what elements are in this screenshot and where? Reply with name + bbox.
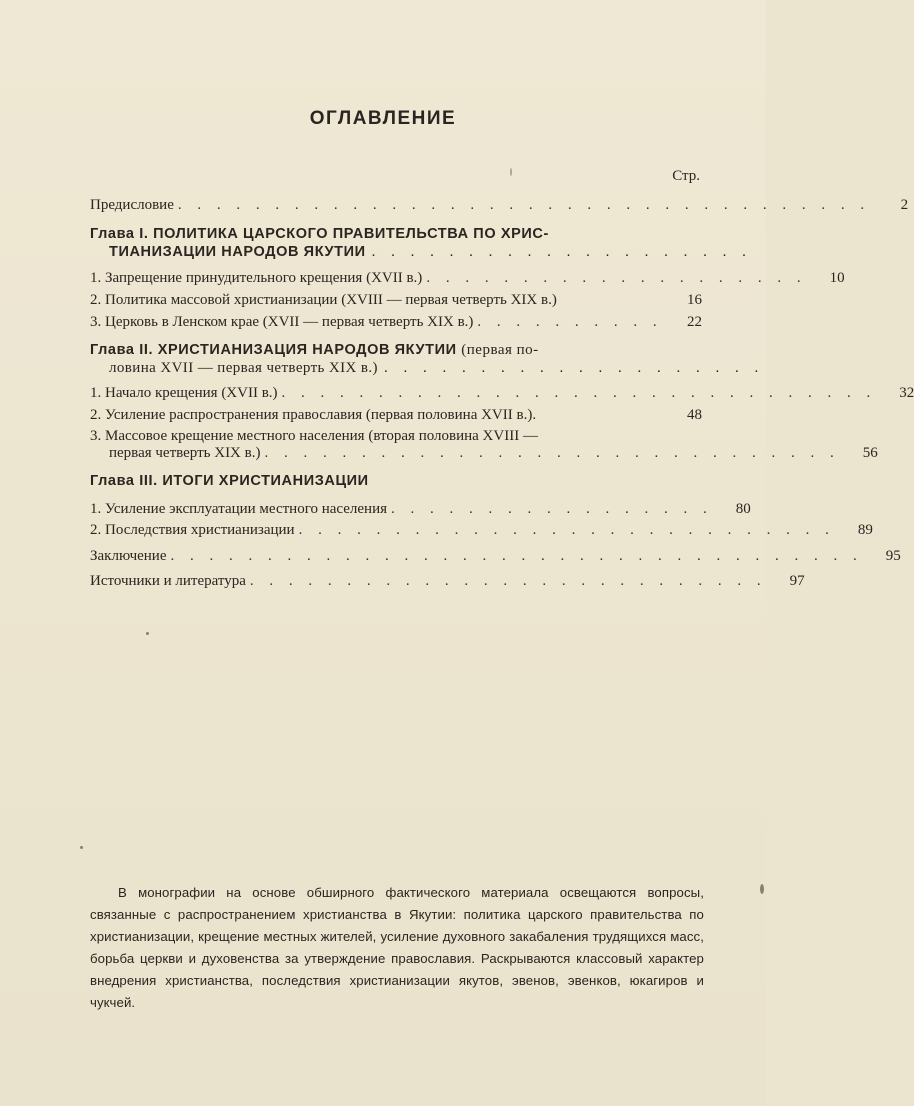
toc-entry-page: 10: [829, 270, 845, 286]
toc-entry-page: 48: [687, 407, 702, 423]
toc-entry-page: 32: [899, 385, 914, 401]
dot-leader: . . . . . . . . . . . . . . . . . . . . . . . . . . . . . . .: [281, 385, 877, 401]
chapter-1-heading: [90, 225, 670, 243]
toc-entry-label: 3. Церковь в Ленском крае (XVII — первая четверть XIX в.): [90, 314, 474, 330]
toc-entry-1-1: [90, 268, 845, 288]
toc-entry-1-3: [90, 312, 702, 332]
toc-entry-label: 2. Последствия христианизации: [90, 522, 295, 538]
chapter-1-heading-line2: ТИАНИЗАЦИИ НАРОДОВ ЯКУТИИ: [109, 244, 366, 260]
toc-entry-page: 95: [885, 548, 901, 564]
toc-entry-conclusion: [90, 546, 901, 566]
dot-leader: . . . . . . . . . . . . . . . . . . . .: [426, 270, 807, 286]
toc-entry-2-2: [90, 405, 702, 425]
toc-entry-3-2: [90, 520, 873, 540]
dot-leader: . . . . . . . . . . . . . . . . . . . . . . . . . . . . . . . . . . . .: [177, 197, 871, 213]
toc-entry-label: 1. Начало крещения (XVII в.): [90, 385, 278, 401]
toc-entry-page: 89: [857, 522, 873, 538]
toc-entry-label: 2. Усиление распространения православия (первая половина XVII в.).: [90, 407, 537, 423]
chapter-1-heading-line1: Глава I. ПОЛИТИКА ЦАРСКОГО ПРАВИТЕЛЬСТВА ПО ХРИС-: [90, 226, 549, 242]
dot-leader: . . . . . . . . . . . . . . . . . . . . . . . . . . . . . . . . . . . .: [170, 548, 863, 564]
dot-leader: . . . . . . . . . . . . . . . . . . . . . . . . . . .: [249, 573, 767, 589]
dot-leader: . . . . . . . . . . . . . . . . . . . . . . . . . . . . . .: [264, 445, 840, 461]
toc-entry-2-3-cont: [109, 443, 878, 463]
toc-entry-3-1: [90, 499, 751, 519]
chapter-2-heading-bold: Глава II. ХРИСТИАНИЗАЦИЯ НАРОДОВ ЯКУТИИ: [90, 342, 457, 358]
chapter-2-heading: [90, 341, 670, 359]
page-column-label: Стр.: [672, 168, 700, 184]
toc-entry-page: 80: [735, 501, 751, 517]
paper-speck: [510, 168, 512, 176]
annotation-paragraph: В монографии на основе обширного фактического материала освещаются вопросы, связанные с распространением христианства в Якутии: политика царского правительства по христианизации, крещение местных жителей, усиление духовного закабаления трудящихся масс, борьба церкви и духовенства за утверждение православия. Раскрываются классовый характер внедрения христианства, последствия христианизации якутов, эвенов, эвенков, юкагиров и чукчей.: [90, 885, 704, 1010]
toc-entry-label: Предисловие: [90, 197, 174, 213]
page-title: ОГЛАВЛЕНИЕ: [309, 108, 457, 129]
paper-speck: [146, 632, 149, 635]
chapter-2-heading-cont: [109, 359, 765, 377]
chapter-1-heading-cont: [109, 243, 752, 261]
toc-entry-preface: [90, 195, 909, 215]
chapter-2-heading-subtitle: (первая по-: [461, 342, 539, 358]
toc-entry-sources: [90, 571, 805, 591]
paper-speck: [760, 884, 764, 894]
toc-entry-1-2: [90, 290, 702, 310]
toc-entry-label: 2. Политика массовой христианизации (XVIII — первая четверть XIX в.): [90, 292, 557, 308]
toc-entry-label: Заключение: [90, 548, 167, 564]
toc-entry-label: 1. Усиление эксплуатации местного населения: [90, 501, 388, 517]
chapter-3-heading: Глава III. ИТОГИ ХРИСТИАНИЗАЦИИ: [90, 473, 369, 489]
toc-entry-page: 16: [687, 292, 702, 308]
toc-entry-label: 3. Массовое крещение местного населения (вторая половина XVIII —: [90, 428, 538, 444]
dot-leader: . . . . . . . . . . . . . . . . . . . .: [371, 244, 752, 260]
dot-leader: . . . . . . . . . . . . . . . . .: [391, 501, 713, 517]
toc-entry-page: 56: [862, 445, 878, 461]
dot-leader: . . . . . . . . . . . . . . . . . . . . . . . . . . . .: [298, 522, 835, 538]
toc-entry-page: 97: [789, 573, 805, 589]
toc-entry-page: 22: [687, 314, 702, 330]
toc-entry-page: 2: [900, 197, 909, 213]
paper-speck: [80, 846, 83, 849]
dot-leader: . . . . . . . . . .: [477, 314, 663, 330]
toc-entry-2-1: [90, 383, 914, 403]
toc-entry-label: Источники и литература: [90, 573, 246, 589]
toc-entry-label-cont: первая четверть XIX в.): [109, 445, 261, 461]
chapter-2-heading-line2: ловина XVII — первая четверть XIX в.): [109, 360, 378, 376]
dot-leader: . . . . . . . . . . . . . . . . . . . .: [383, 360, 765, 376]
toc-entry-label: 1. Запрещение принудительного крещения (XVII в.): [90, 270, 423, 286]
